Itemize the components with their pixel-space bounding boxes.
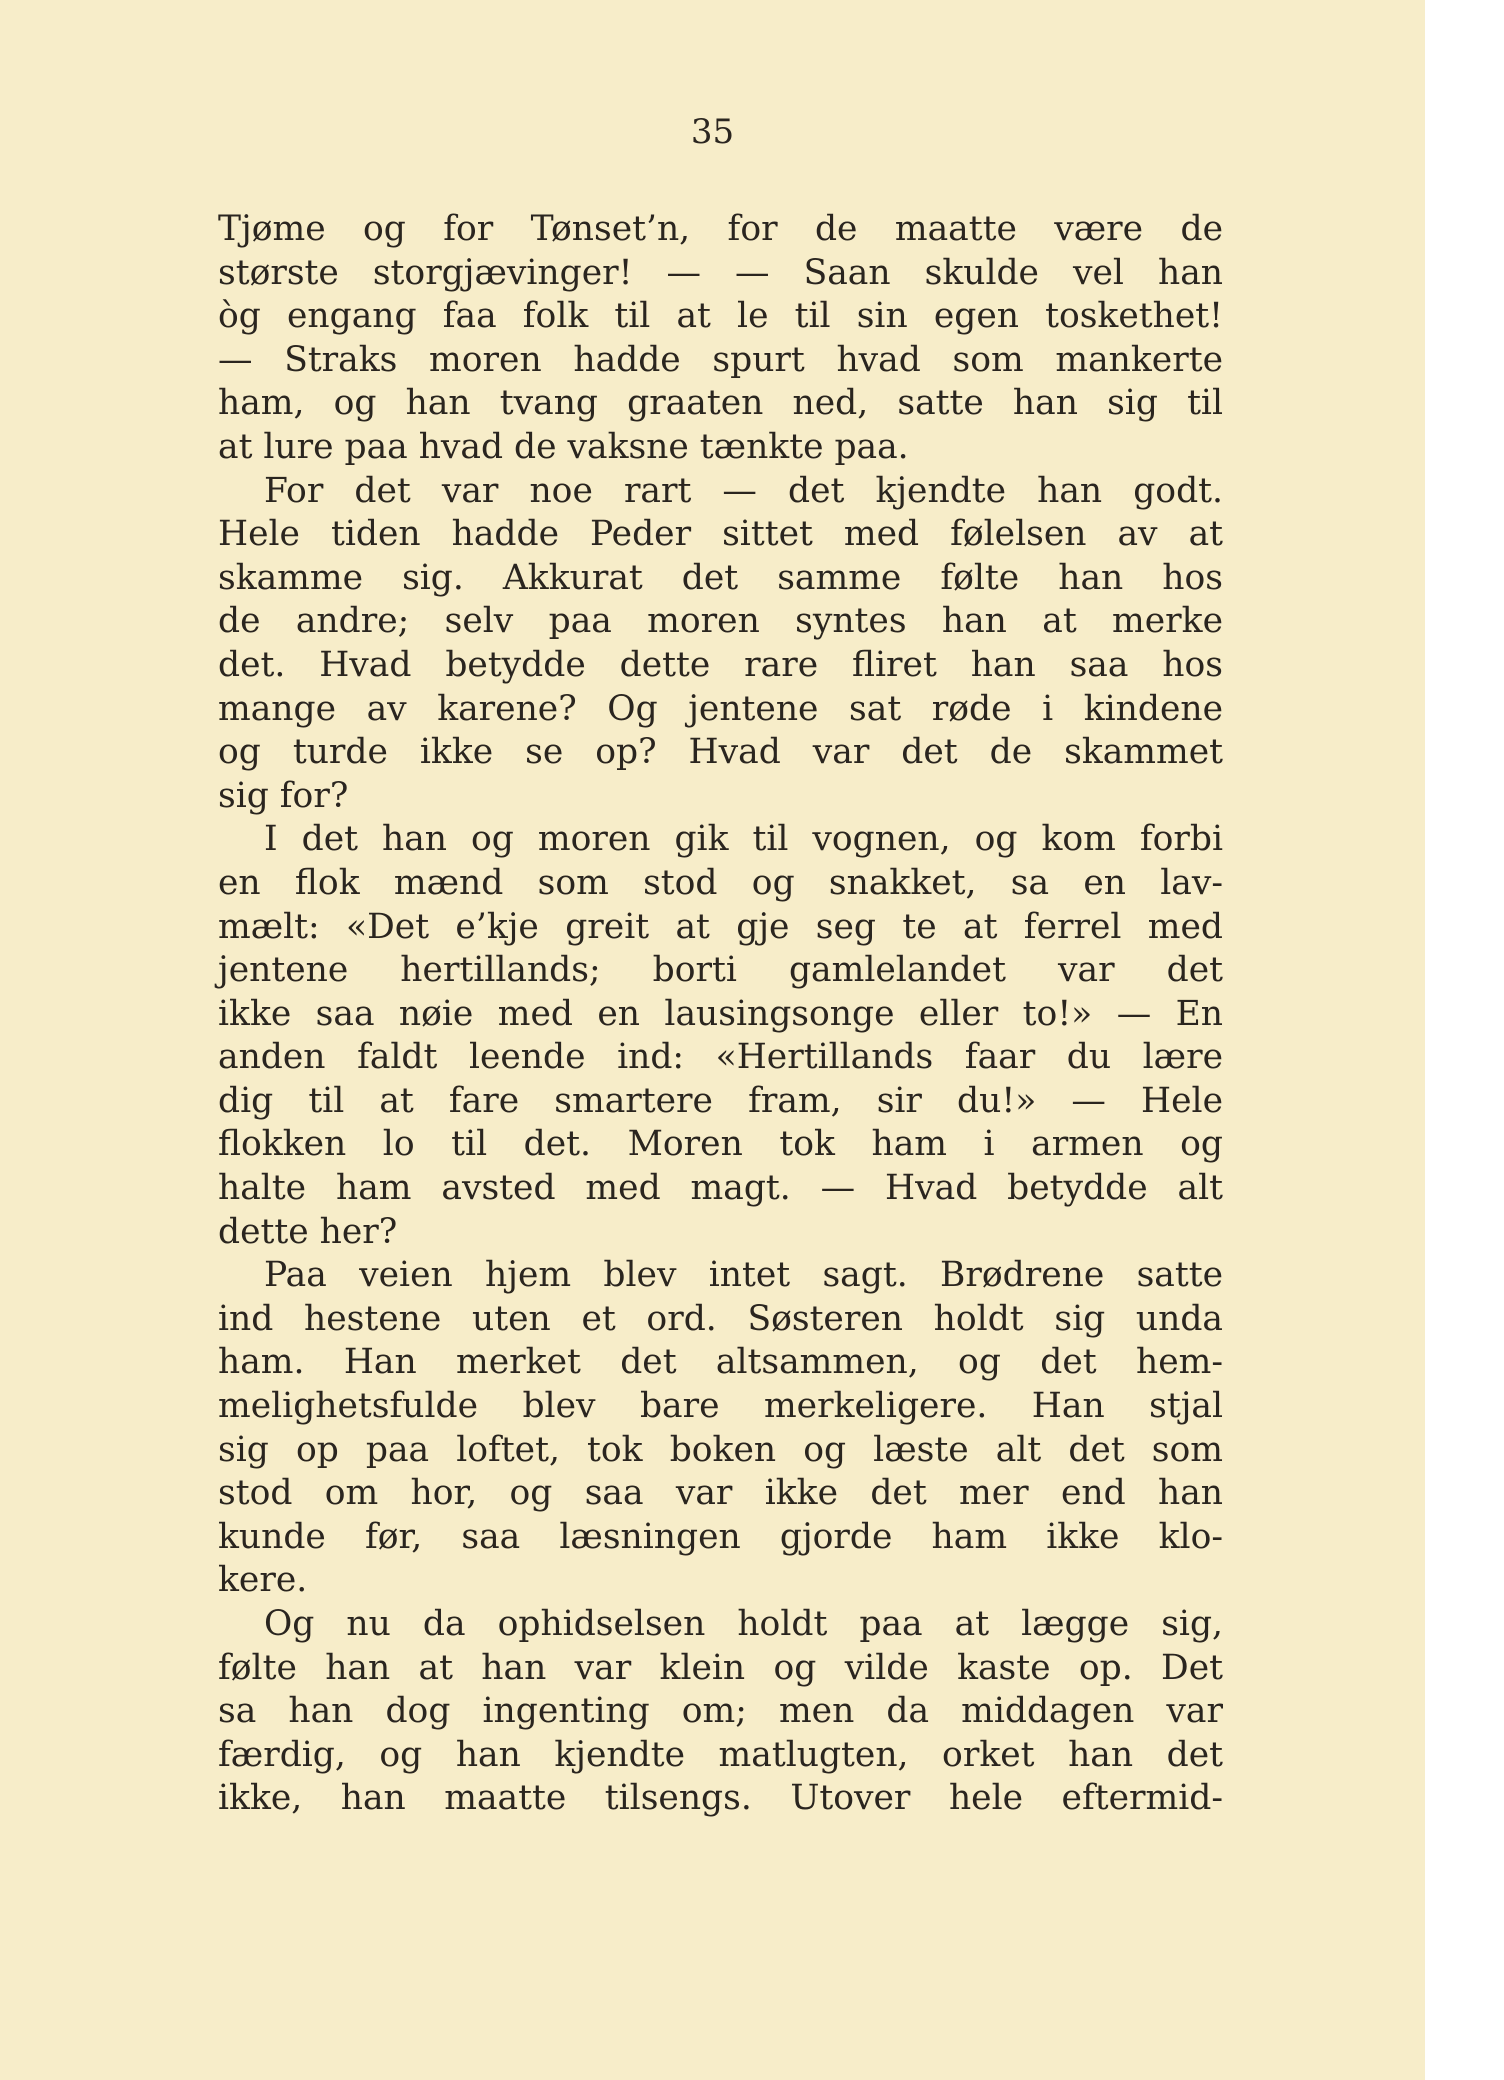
text-line: mælt: «Det e’kje greit at gje seg te at ferrel med (218, 906, 1223, 947)
text-line: kere. (218, 1560, 308, 1601)
text-line: og turde ikke se op? Hvad var det de skammet (218, 732, 1223, 773)
text-line: at lure paa hvad de vaksne tænkte paa. (218, 426, 909, 467)
text-line: ikke, han maatte tilsengs. Utover hele eftermid- (218, 1778, 1223, 1819)
text-line: ham, og han tvang graaten ned, satte han sig til (218, 383, 1223, 424)
text-line: dette her? (218, 1211, 398, 1252)
text-line: stod om hor, og saa var ikke det mer end han (218, 1473, 1223, 1514)
body-text (218, 208, 1223, 1821)
text-line: sig op paa loftet, tok boken og læste alt det som (218, 1429, 1223, 1470)
text-line: Hele tiden hadde Peder sittet med følelsen av at (218, 514, 1223, 555)
text-line: færdig, og han kjendte matlugten, orket han det (218, 1734, 1223, 1775)
text-line: For det var noe rart — det kjendte han godt. (264, 470, 1223, 511)
text-line: en flok mænd som stod og snakket, sa en lav- (218, 862, 1223, 903)
text-line: dig til at fare smartere fram, sir du!» — Hele (218, 1080, 1223, 1121)
text-line: Og nu da ophidselsen holdt paa at lægge sig, (264, 1604, 1223, 1644)
text-line: ind hestene uten et ord. Søsteren holdt sig unda (218, 1298, 1223, 1339)
text-line: de andre; selv paa moren syntes han at merke (218, 601, 1223, 642)
text-line: Tjøme og for Tønset’n, for de maatte være de (218, 209, 1223, 249)
text-line: — Straks moren hadde spurt hvad som mankerte (218, 339, 1223, 380)
text-line: anden faldt leende ind: «Hertillands faar du lære (218, 1037, 1223, 1078)
text-line: ham. Han merket det altsammen, og det hem- (218, 1342, 1223, 1383)
text-line: sig for? (218, 775, 349, 816)
text-line: største storgjævinger! — — Saan skulde vel han (218, 252, 1223, 293)
text-line: jentene hertillands; borti gamlelandet var det (218, 950, 1223, 991)
text-line: melighetsfulde blev bare merkeligere. Han stjal (218, 1386, 1223, 1427)
text-line: I det han og moren gik til vognen, og kom forbi (264, 819, 1223, 860)
text-line: mange av karene? Og jentene sat røde i kindene (218, 688, 1223, 729)
text-line: sa han dog ingenting om; men da middagen var (218, 1691, 1223, 1732)
text-line: Paa veien hjem blev intet sagt. Brødrene satte (264, 1255, 1223, 1296)
text-line: det. Hvad betydde dette rare fliret han saa hos (218, 644, 1223, 685)
text-line: ikke saa nøie med en lausingsonge eller to!» — En (218, 993, 1223, 1034)
text-line: halte ham avsted med magt. — Hvad betydde alt (218, 1168, 1223, 1209)
text-line: flokken lo til det. Moren tok ham i armen og (218, 1124, 1223, 1165)
text-line: kunde før, saa læsningen gjorde ham ikke klo- (218, 1516, 1223, 1557)
scan-margin (1425, 0, 1504, 2080)
text-line: òg engang faa folk til at le til sin egen toskethet! (218, 296, 1223, 337)
text-line: følte han at han var klein og vilde kaste op. Det (218, 1647, 1223, 1688)
page-number: 35 (690, 112, 735, 152)
text-line: skamme sig. Akkurat det samme følte han hos (218, 557, 1223, 598)
